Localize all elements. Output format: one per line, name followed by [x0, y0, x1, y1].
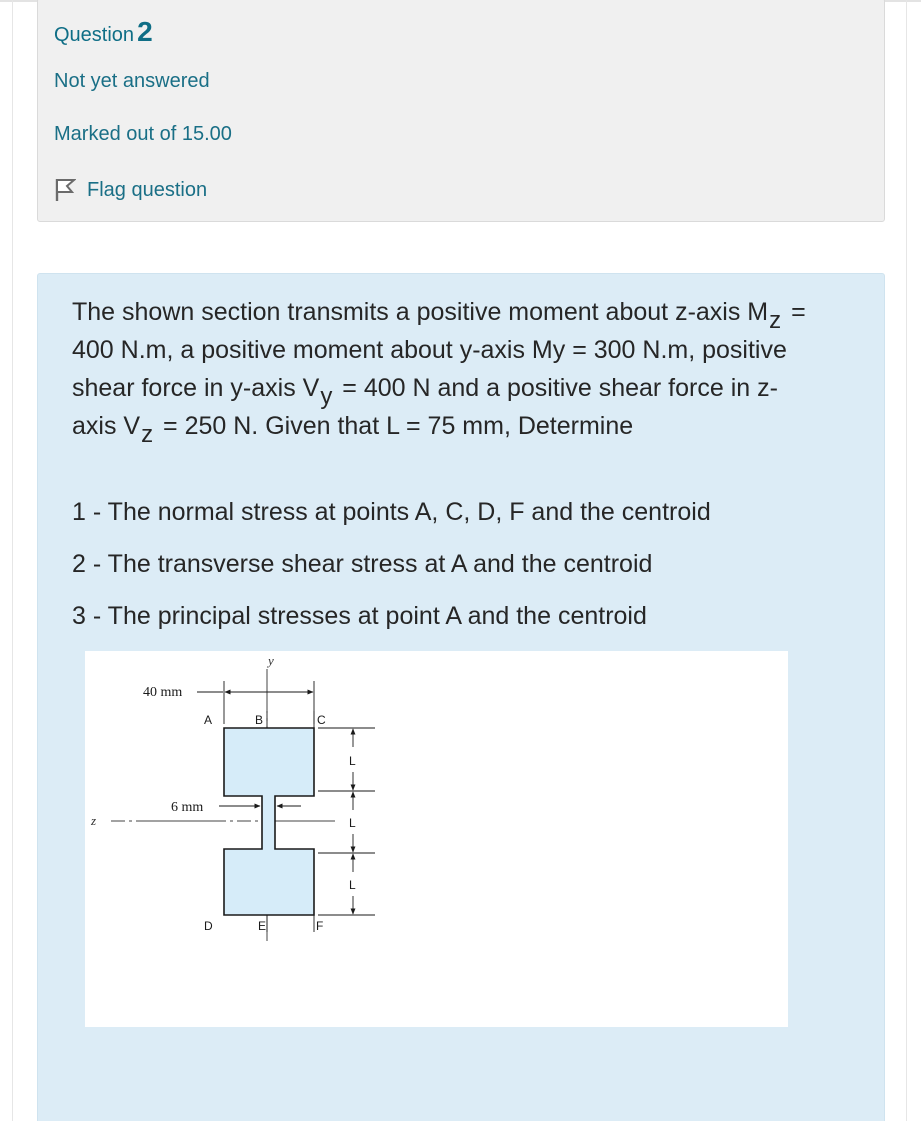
- y-axis-label: y: [268, 653, 274, 668]
- question-text-part-3: = 400 N and a positive shear force in z-axis V: [72, 374, 778, 440]
- point-f-label: F: [316, 919, 324, 933]
- task-item-2: 2 - The transverse shear stress at A and the centroid: [72, 550, 653, 578]
- point-c-label: C: [317, 713, 326, 727]
- subscript-mz: z: [769, 307, 782, 335]
- subscript-vz: z: [141, 421, 154, 449]
- question-grade: Marked out of 15.00: [54, 123, 232, 145]
- question-state: Not yet answered: [54, 70, 210, 92]
- question-text-part-4: = 250 N. Given that L = 75 mm, Determine: [156, 412, 634, 440]
- flag-question-button[interactable]: [54, 177, 207, 203]
- web-dimension-label: 6 mm: [171, 800, 204, 815]
- question-number: 2: [137, 16, 153, 47]
- z-axis-label: z: [91, 813, 97, 828]
- cross-section-diagram: [85, 651, 788, 1027]
- task-item-3: 3 - The principal stresses at point A and the centroid: [72, 602, 647, 630]
- cross-section-figure: [85, 651, 788, 1027]
- question-text: [72, 293, 812, 449]
- l3-label: L: [349, 878, 356, 892]
- question-content-panel: [37, 273, 885, 1121]
- point-e-label: E: [258, 919, 267, 933]
- question-info-panel: [37, 0, 885, 222]
- width-dimension-label: 40 mm: [143, 685, 183, 700]
- flag-icon: [54, 178, 76, 202]
- question-text-part-2: = 400 N.m, a positive moment about y-axis My = 300 N.m, positive shear force in y-axis V: [72, 298, 806, 402]
- page-right-rule: [906, 0, 907, 1121]
- point-d-label: D: [204, 919, 213, 933]
- question-title-prefix: Question: [54, 24, 135, 46]
- point-a-label: A: [204, 713, 213, 727]
- l2-label: L: [349, 816, 356, 830]
- l1-label: L: [349, 754, 356, 768]
- point-b-label: B: [255, 713, 264, 727]
- page-left-rule: [12, 0, 13, 1121]
- flag-question-label: Flag question: [87, 178, 208, 201]
- task-item-1: 1 - The normal stress at points A, C, D, F and the centroid: [72, 498, 711, 526]
- question-text-part-1: The shown section transmits a positive moment about z-axis M: [72, 298, 769, 326]
- question-title: [54, 16, 153, 48]
- subscript-vy: y: [320, 383, 333, 411]
